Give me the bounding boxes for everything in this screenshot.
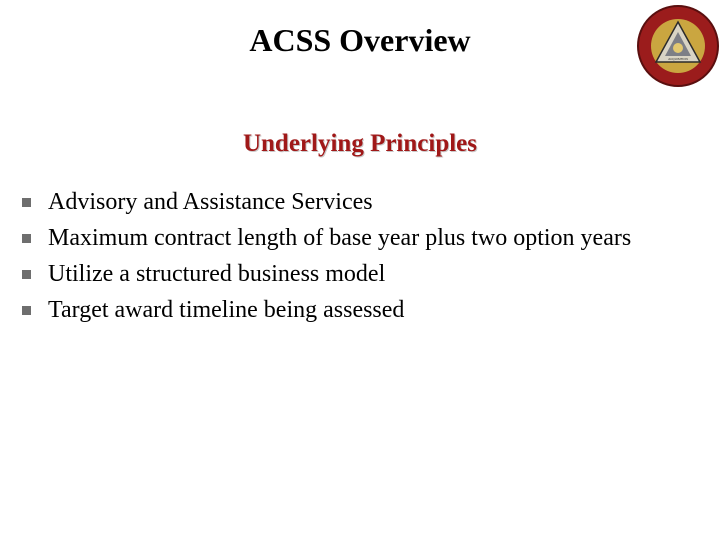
square-bullet-icon (22, 234, 31, 243)
bullet-text: Maximum contract length of base year plus two option years (48, 225, 632, 251)
bullet-item (0, 258, 720, 290)
slide-title: ACSS Overview (249, 22, 471, 58)
bullet-item (0, 222, 720, 254)
svg-text:ACQUISITION: ACQUISITION (668, 57, 688, 61)
bullet-list (0, 186, 720, 330)
bullet-text: Utilize a structured business model (48, 261, 386, 287)
square-bullet-icon (22, 306, 31, 315)
bullet-text: Advisory and Assistance Services (48, 189, 373, 215)
square-bullet-icon (22, 270, 31, 279)
square-bullet-icon (22, 198, 31, 207)
subtitle: Underlying Principles (242, 130, 478, 157)
seal-emblem-icon (636, 0, 720, 92)
bullet-text: Target award timeline being assessed (48, 297, 405, 323)
bullet-item (0, 186, 720, 218)
bullet-item (0, 294, 720, 326)
